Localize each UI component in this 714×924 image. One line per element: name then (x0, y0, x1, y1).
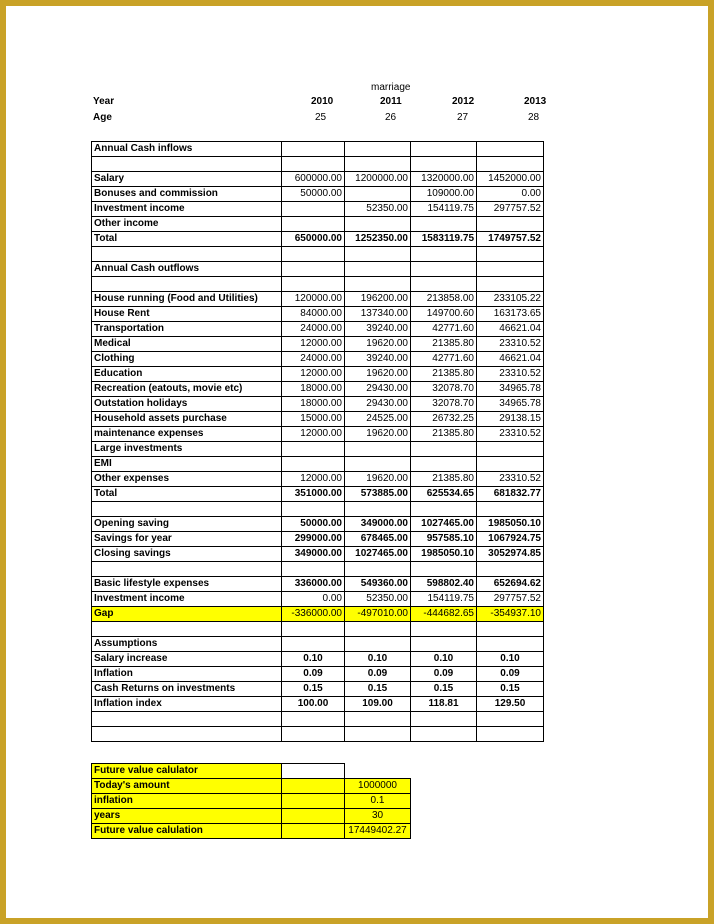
empty-cell[interactable] (411, 277, 477, 292)
value-cell[interactable] (345, 187, 411, 202)
row-label[interactable]: Closing savings (92, 547, 282, 562)
value-cell[interactable]: 32078.70 (411, 382, 477, 397)
value-cell[interactable] (282, 457, 345, 472)
empty-cell[interactable] (282, 562, 345, 577)
row-label[interactable]: Total (92, 487, 282, 502)
empty-cell[interactable] (411, 247, 477, 262)
table-row (92, 472, 544, 487)
value-cell[interactable]: 299000.00 (282, 532, 345, 547)
year-label: Year (93, 96, 115, 107)
value-cell[interactable]: 109000.00 (411, 187, 477, 202)
row-label[interactable]: Investment income (92, 202, 282, 217)
empty-cell[interactable] (92, 562, 282, 577)
value-cell[interactable]: 21385.80 (411, 367, 477, 382)
row-label[interactable]: Salary increase (92, 652, 282, 667)
empty-cell[interactable] (345, 142, 411, 157)
calculator-title[interactable]: Future value calulator (92, 764, 282, 779)
value-cell[interactable]: -336000.00 (282, 607, 345, 622)
empty-cell[interactable] (411, 622, 477, 637)
value-cell[interactable]: 23310.52 (477, 472, 544, 487)
empty-cell[interactable] (282, 764, 345, 779)
calculator-row (92, 794, 411, 809)
value-cell[interactable] (282, 202, 345, 217)
row-label[interactable]: Other income (92, 217, 282, 232)
value-cell[interactable] (411, 217, 477, 232)
value-cell[interactable]: 149700.60 (411, 307, 477, 322)
age-label: Age (93, 112, 112, 123)
empty-cell[interactable] (282, 277, 345, 292)
year-2012: 2012 (452, 96, 475, 107)
value-cell[interactable]: 0.10 (477, 652, 544, 667)
empty-cell[interactable] (282, 794, 345, 809)
section-title-row (92, 637, 544, 652)
empty-cell[interactable] (477, 622, 544, 637)
empty-cell[interactable] (92, 277, 282, 292)
row-label[interactable]: Gap (92, 607, 282, 622)
table-row (92, 232, 544, 247)
value-cell[interactable] (411, 442, 477, 457)
empty-cell[interactable] (282, 142, 345, 157)
empty-cell[interactable] (411, 727, 477, 742)
value-cell[interactable]: 0.09 (411, 667, 477, 682)
row-label[interactable]: Basic lifestyle expenses (92, 577, 282, 592)
value-cell[interactable]: 0.09 (345, 667, 411, 682)
value-cell[interactable]: 297757.52 (477, 202, 544, 217)
value-cell[interactable] (345, 457, 411, 472)
row-label[interactable]: maintenance expenses (92, 427, 282, 442)
calculator-label[interactable]: inflation (92, 794, 282, 809)
empty-cell[interactable] (345, 247, 411, 262)
value-cell[interactable]: 1985050.10 (477, 517, 544, 532)
value-cell[interactable]: -354937.10 (477, 607, 544, 622)
value-cell[interactable]: 650000.00 (282, 232, 345, 247)
value-cell[interactable]: 19620.00 (345, 367, 411, 382)
value-cell[interactable]: 19620.00 (345, 427, 411, 442)
section-title[interactable]: Annual Cash inflows (92, 142, 282, 157)
value-cell[interactable]: 652694.62 (477, 577, 544, 592)
value-cell[interactable]: 34965.78 (477, 397, 544, 412)
value-cell[interactable]: 19620.00 (345, 337, 411, 352)
empty-cell[interactable] (282, 247, 345, 262)
value-cell[interactable]: 154119.75 (411, 202, 477, 217)
value-cell[interactable]: 21385.80 (411, 337, 477, 352)
table-row (92, 367, 544, 382)
empty-cell[interactable] (345, 562, 411, 577)
empty-cell[interactable] (345, 277, 411, 292)
table-row (92, 337, 544, 352)
blank-row (92, 727, 544, 742)
value-cell[interactable]: 15000.00 (282, 412, 345, 427)
section-title[interactable]: Assumptions (92, 637, 282, 652)
value-cell[interactable]: 21385.80 (411, 427, 477, 442)
value-cell[interactable]: 120000.00 (282, 292, 345, 307)
value-cell[interactable]: 0.15 (282, 682, 345, 697)
table-row (92, 292, 544, 307)
value-cell[interactable]: 0.09 (282, 667, 345, 682)
value-cell[interactable]: 137340.00 (345, 307, 411, 322)
calculator-row (92, 779, 411, 794)
row-label[interactable]: Recreation (eatouts, movie etc) (92, 382, 282, 397)
blank-row (92, 622, 544, 637)
year-2013: 2013 (524, 96, 547, 107)
empty-cell[interactable] (477, 712, 544, 727)
empty-cell[interactable] (477, 142, 544, 157)
calculator-value[interactable]: 0.1 (345, 794, 411, 809)
value-cell[interactable]: 84000.00 (282, 307, 345, 322)
value-cell[interactable]: 29430.00 (345, 397, 411, 412)
value-cell[interactable] (477, 217, 544, 232)
table-row (92, 382, 544, 397)
blank-row (92, 157, 544, 172)
table-row (92, 397, 544, 412)
value-cell[interactable]: 52350.00 (345, 592, 411, 607)
table-row (92, 577, 544, 592)
row-label[interactable]: Other expenses (92, 472, 282, 487)
value-cell[interactable] (282, 442, 345, 457)
empty-cell[interactable] (92, 247, 282, 262)
section-title-row (92, 262, 544, 277)
table-row (92, 457, 544, 472)
blank-row (92, 277, 544, 292)
value-cell[interactable]: 297757.52 (477, 592, 544, 607)
value-cell[interactable]: 163173.65 (477, 307, 544, 322)
value-cell[interactable]: 12000.00 (282, 337, 345, 352)
section-title-row (92, 142, 544, 157)
table-row (92, 442, 544, 457)
blank-row (92, 247, 544, 262)
row-label[interactable]: House Rent (92, 307, 282, 322)
empty-cell[interactable] (477, 637, 544, 652)
row-label[interactable]: EMI (92, 457, 282, 472)
value-cell[interactable]: 0.10 (282, 652, 345, 667)
value-cell[interactable]: 21385.80 (411, 472, 477, 487)
value-cell[interactable]: 1749757.52 (477, 232, 544, 247)
value-cell[interactable]: 19620.00 (345, 472, 411, 487)
table-row (92, 682, 544, 697)
value-cell[interactable]: 600000.00 (282, 172, 345, 187)
empty-cell[interactable] (282, 157, 345, 172)
value-cell[interactable]: 957585.10 (411, 532, 477, 547)
spreadsheet-page (6, 6, 708, 918)
value-cell[interactable] (477, 457, 544, 472)
table-row (92, 547, 544, 562)
value-cell[interactable]: 681832.77 (477, 487, 544, 502)
value-cell[interactable]: 24000.00 (282, 322, 345, 337)
value-cell[interactable]: 549360.00 (345, 577, 411, 592)
calculator-title-row (92, 764, 411, 779)
empty-cell[interactable] (477, 247, 544, 262)
empty-cell[interactable] (282, 779, 345, 794)
empty-cell[interactable] (282, 809, 345, 824)
value-cell[interactable]: 100.00 (282, 697, 345, 712)
empty-cell[interactable] (282, 637, 345, 652)
year-2010: 2010 (311, 96, 334, 107)
table-row (92, 412, 544, 427)
value-cell[interactable]: 0.15 (477, 682, 544, 697)
empty-cell[interactable] (345, 622, 411, 637)
value-cell[interactable]: 24525.00 (345, 412, 411, 427)
value-cell[interactable]: 46621.04 (477, 352, 544, 367)
value-cell[interactable] (411, 457, 477, 472)
empty-cell[interactable] (411, 262, 477, 277)
value-cell[interactable]: 0.00 (282, 592, 345, 607)
year-2011: 2011 (380, 96, 402, 107)
empty-cell[interactable] (345, 157, 411, 172)
value-cell[interactable]: 349000.00 (345, 517, 411, 532)
table-row (92, 322, 544, 337)
value-cell[interactable]: 18000.00 (282, 382, 345, 397)
value-cell[interactable]: 29430.00 (345, 382, 411, 397)
value-cell[interactable] (477, 442, 544, 457)
empty-cell[interactable] (282, 262, 345, 277)
calculator-row (92, 809, 411, 824)
value-cell[interactable]: 39240.00 (345, 322, 411, 337)
table-row (92, 532, 544, 547)
value-cell[interactable]: 1067924.75 (477, 532, 544, 547)
value-cell[interactable]: 1027465.00 (411, 517, 477, 532)
value-cell[interactable]: 1985050.10 (411, 547, 477, 562)
empty-cell[interactable] (411, 157, 477, 172)
value-cell[interactable]: 0.09 (477, 667, 544, 682)
value-cell[interactable]: 1252350.00 (345, 232, 411, 247)
value-cell[interactable]: 39240.00 (345, 352, 411, 367)
value-cell[interactable]: 50000.00 (282, 187, 345, 202)
value-cell[interactable]: 3052974.85 (477, 547, 544, 562)
calculator-label[interactable]: Future value calulation (92, 824, 282, 839)
value-cell[interactable]: 24000.00 (282, 352, 345, 367)
value-cell[interactable]: 625534.65 (411, 487, 477, 502)
value-cell[interactable]: 129.50 (477, 697, 544, 712)
empty-cell[interactable] (477, 157, 544, 172)
value-cell[interactable]: 349000.00 (282, 547, 345, 562)
calculator-label[interactable]: Today's amount (92, 779, 282, 794)
value-cell[interactable] (282, 217, 345, 232)
empty-cell[interactable] (411, 637, 477, 652)
value-cell[interactable]: 573885.00 (345, 487, 411, 502)
empty-cell[interactable] (411, 562, 477, 577)
value-cell[interactable]: 23310.52 (477, 427, 544, 442)
empty-cell[interactable] (477, 727, 544, 742)
row-label[interactable]: Large investments (92, 442, 282, 457)
empty-cell[interactable] (477, 562, 544, 577)
table-row (92, 697, 544, 712)
empty-cell[interactable] (92, 727, 282, 742)
table-row (92, 607, 544, 622)
empty-cell[interactable] (282, 622, 345, 637)
value-cell[interactable] (345, 217, 411, 232)
value-cell[interactable]: 678465.00 (345, 532, 411, 547)
value-cell[interactable]: 42771.60 (411, 322, 477, 337)
table-row (92, 217, 544, 232)
marriage-note: marriage (371, 82, 411, 93)
empty-cell[interactable] (477, 502, 544, 517)
value-cell[interactable]: 12000.00 (282, 367, 345, 382)
row-label[interactable]: Investment income (92, 592, 282, 607)
calculator-row (92, 824, 411, 839)
empty-cell[interactable] (345, 727, 411, 742)
blank-row (92, 712, 544, 727)
value-cell[interactable]: 1200000.00 (345, 172, 411, 187)
blank-row (92, 562, 544, 577)
value-cell[interactable]: 0.10 (411, 652, 477, 667)
value-cell[interactable]: 42771.60 (411, 352, 477, 367)
row-label[interactable]: Clothing (92, 352, 282, 367)
row-label[interactable]: Bonuses and commission (92, 187, 282, 202)
table-row (92, 487, 544, 502)
age-2012: 27 (457, 112, 469, 123)
calculator-value[interactable]: 30 (345, 809, 411, 824)
row-label[interactable]: Education (92, 367, 282, 382)
row-label[interactable]: Inflation (92, 667, 282, 682)
table-row (92, 517, 544, 532)
row-label[interactable]: Outstation holidays (92, 397, 282, 412)
empty-cell[interactable] (282, 824, 345, 839)
row-label[interactable]: Salary (92, 172, 282, 187)
value-cell[interactable]: 1452000.00 (477, 172, 544, 187)
value-cell[interactable]: 233105.22 (477, 292, 544, 307)
age-2010: 25 (315, 112, 327, 123)
table-row (92, 307, 544, 322)
table-row (92, 652, 544, 667)
value-cell[interactable]: 29138.15 (477, 412, 544, 427)
empty-cell[interactable] (92, 502, 282, 517)
empty-cell[interactable] (282, 502, 345, 517)
row-label[interactable]: Inflation index (92, 697, 282, 712)
row-label[interactable]: House running (Food and Utilities) (92, 292, 282, 307)
value-cell[interactable]: 12000.00 (282, 472, 345, 487)
row-label[interactable]: Cash Returns on investments (92, 682, 282, 697)
calculator-value[interactable]: 1000000 (345, 779, 411, 794)
empty-cell[interactable] (92, 157, 282, 172)
row-label[interactable]: Savings for year (92, 532, 282, 547)
empty-cell[interactable] (345, 712, 411, 727)
age-2011: 26 (385, 112, 397, 123)
empty-cell[interactable] (345, 502, 411, 517)
table-row (92, 352, 544, 367)
value-cell[interactable]: 1320000.00 (411, 172, 477, 187)
table-row (92, 667, 544, 682)
value-cell[interactable]: 50000.00 (282, 517, 345, 532)
value-cell[interactable]: 213858.00 (411, 292, 477, 307)
value-cell[interactable]: 12000.00 (282, 427, 345, 442)
table-row (92, 592, 544, 607)
blank-row (92, 502, 544, 517)
empty-cell[interactable] (92, 712, 282, 727)
row-label[interactable]: Medical (92, 337, 282, 352)
value-cell[interactable]: 336000.00 (282, 577, 345, 592)
value-cell[interactable]: 18000.00 (282, 397, 345, 412)
value-cell[interactable]: 598802.40 (411, 577, 477, 592)
empty-cell[interactable] (282, 712, 345, 727)
value-cell[interactable]: 46621.04 (477, 322, 544, 337)
value-cell[interactable]: 32078.70 (411, 397, 477, 412)
value-cell[interactable]: 118.81 (411, 697, 477, 712)
row-label[interactable]: Total (92, 232, 282, 247)
empty-cell[interactable] (92, 622, 282, 637)
empty-cell[interactable] (477, 262, 544, 277)
calculator-value[interactable]: 17449402.27 (345, 824, 411, 839)
age-2013: 28 (528, 112, 540, 123)
table-row (92, 172, 544, 187)
value-cell[interactable]: 1583119.75 (411, 232, 477, 247)
empty-cell[interactable] (345, 764, 411, 779)
value-cell[interactable]: 23310.52 (477, 337, 544, 352)
calculator-label[interactable]: years (92, 809, 282, 824)
empty-cell[interactable] (345, 637, 411, 652)
value-cell[interactable]: 26732.25 (411, 412, 477, 427)
empty-cell[interactable] (411, 712, 477, 727)
empty-cell[interactable] (477, 277, 544, 292)
empty-cell[interactable] (345, 262, 411, 277)
value-cell[interactable]: 52350.00 (345, 202, 411, 217)
value-cell[interactable]: 351000.00 (282, 487, 345, 502)
empty-cell[interactable] (411, 502, 477, 517)
future-value-calculator (91, 763, 411, 839)
row-label[interactable]: Household assets purchase (92, 412, 282, 427)
value-cell[interactable]: 109.00 (345, 697, 411, 712)
value-cell[interactable]: 154119.75 (411, 592, 477, 607)
table-row (92, 202, 544, 217)
value-cell[interactable]: 0.15 (345, 682, 411, 697)
value-cell[interactable]: 23310.52 (477, 367, 544, 382)
value-cell[interactable]: 0.15 (411, 682, 477, 697)
row-label[interactable]: Opening saving (92, 517, 282, 532)
value-cell[interactable]: 1027465.00 (345, 547, 411, 562)
value-cell[interactable]: 0.10 (345, 652, 411, 667)
table-row (92, 187, 544, 202)
empty-cell[interactable] (282, 727, 345, 742)
row-label[interactable]: Transportation (92, 322, 282, 337)
value-cell[interactable]: -497010.00 (345, 607, 411, 622)
value-cell[interactable]: 34965.78 (477, 382, 544, 397)
value-cell[interactable]: 196200.00 (345, 292, 411, 307)
value-cell[interactable]: 0.00 (477, 187, 544, 202)
value-cell[interactable]: -444682.65 (411, 607, 477, 622)
empty-cell[interactable] (411, 142, 477, 157)
table-row (92, 427, 544, 442)
section-title[interactable]: Annual Cash outflows (92, 262, 282, 277)
value-cell[interactable] (345, 442, 411, 457)
cashflow-table (91, 141, 544, 742)
